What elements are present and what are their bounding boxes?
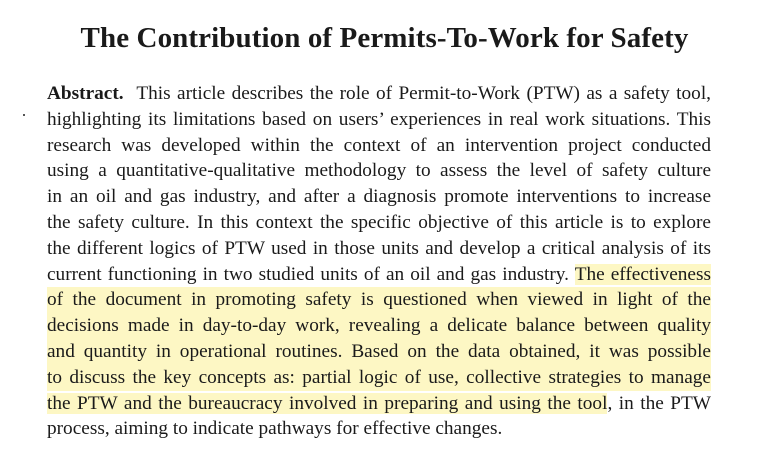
abstract-text: , in the PTW (607, 392, 711, 414)
abstract-line-15: process, aiming to indicate pathways for effective changes. (47, 418, 503, 440)
abstract-label: Abstract. (47, 83, 124, 104)
highlighted-line-4: to discuss the key concepts as: partial logic of use, collective strategies to manage (47, 365, 711, 391)
highlighted-line-1: of the document in promoting safety is questioned when viewed in light of the (47, 287, 711, 313)
abstract-line-8 (47, 262, 711, 288)
abstract-text: current functioning in two studied units of an oil and gas industry. (47, 263, 575, 285)
highlighted-line-3: and quantity in operational routines. Based on the data obtained, it was possible (47, 339, 711, 365)
paper-title: The Contribution of Permits-To-Work for Safety (80, 22, 689, 54)
margin-dot (23, 114, 25, 116)
abstract-line-2: highlighting its limitations based on users’ experiences in real work situations. This (47, 108, 711, 130)
abstract-line-6: the safety culture. In this context the specific objective of this article is to explore (47, 211, 711, 233)
abstract-text: This article describes the role of Permit-to-Work (PTW) as a safety tool, (136, 83, 711, 104)
abstract-line-1 (47, 81, 711, 107)
abstract-line-3: research was developed within the context of an intervention project conducted (47, 134, 711, 156)
abstract-paragraph (47, 81, 711, 442)
highlighted-text: The effectiveness (574, 263, 711, 285)
abstract-line-7: the different logics of PTW used in those units and develop a critical analysis of its (47, 237, 711, 259)
highlighted-line-2: decisions made in day-to-day work, revealing a delicate balance between quality (47, 313, 711, 339)
abstract-line-4: using a quantitative-qualitative methodology to assess the level of safety culture (47, 160, 711, 182)
abstract-line-14 (47, 391, 711, 417)
highlighted-text: the PTW and the bureaucracy involved in preparing and using the tool (47, 392, 608, 414)
abstract-line-5: in an oil and gas industry, and after a diagnosis promote interventions to increase (47, 186, 711, 208)
